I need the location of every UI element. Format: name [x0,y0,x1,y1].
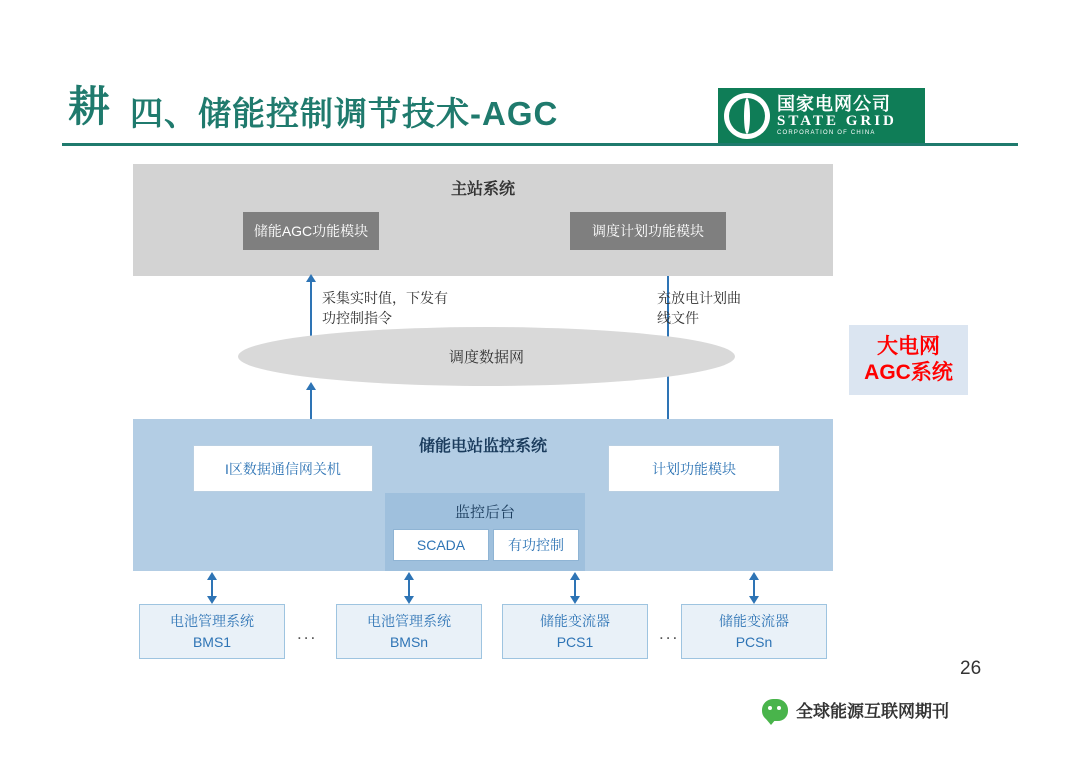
station-monitoring-zone [133,419,833,571]
state-grid-logo [718,88,925,143]
device-pcs1 [502,604,648,659]
flow-label-left [322,288,448,329]
device-bms1-line2: BMS1 [192,633,232,650]
arrow-down-device-3 [570,596,580,604]
state-grid-logo-text [777,95,897,136]
ellipsis-pcs: ... [659,624,680,643]
brand-glyph: 耕 [68,82,111,131]
ellipsis-bms: ... [297,624,318,643]
state-grid-subtitle: CORPORATION OF CHINA [777,129,876,136]
device-pcs1-line2: PCS1 [556,633,594,650]
page-title: 四、储能控制调节技术-AGC [130,95,559,132]
device-pcsn [681,604,827,659]
arrow-down-device-1 [207,596,217,604]
arrow-up-gateway [306,382,316,390]
arrow-down-device-2 [404,596,414,604]
callout-line1: 大电网 [877,334,940,358]
master-station-title: 主站系统 [450,181,515,198]
device-bms1 [139,604,285,659]
flow-label-right-line1: 充放电计划曲 [657,290,741,306]
device-bmsn [336,604,482,659]
flow-label-left-line2: 功控制指令 [322,310,392,327]
box-plan-module: 计划功能模块 [608,445,780,492]
chip-active-power-control: 有功控制 [493,529,579,561]
arrow-up-device-3 [570,572,580,580]
flow-label-right [657,288,741,329]
state-grid-name-en: STATE GRID [777,112,897,129]
box-data-gateway: I区数据通信网关机 [193,445,373,492]
arrow-down-device-4 [749,596,759,604]
state-grid-name-cn: 国家电网公司 [777,94,891,115]
monitoring-backstage-title: 监控后台 [454,504,515,521]
callout-line2: AGC系统 [864,361,953,384]
chip-scada: SCADA [393,529,489,561]
module-storage-agc: 储能AGC功能模块 [243,212,379,250]
page-number: 26 [960,658,982,679]
device-pcs1-line1: 储能变流器 [540,613,610,630]
device-bms1-line1: 电池管理系统 [170,613,254,630]
arrow-up-agc [306,274,316,282]
device-bmsn-line2: BMSn [389,633,429,650]
dispatch-data-network: 调度数据网 [238,327,735,386]
globe-icon [724,93,770,139]
module-dispatch-plan: 调度计划功能模块 [570,212,726,250]
device-bmsn-line1: 电池管理系统 [367,613,451,630]
wechat-icon [762,699,788,721]
header-divider [62,143,1018,146]
arrow-up-device-2 [404,572,414,580]
arrow-up-device-1 [207,572,217,580]
monitoring-backstage-panel [385,493,585,571]
callout-grid-agc [849,325,968,395]
flow-label-right-line2: 线文件 [657,310,699,327]
footer-text: 全球能源互联网期刊 [796,702,949,721]
arrow-up-device-4 [749,572,759,580]
flow-label-left-line1: 采集实时值，下发有 [322,290,448,306]
device-pcsn-line2: PCSn [735,633,773,650]
station-monitoring-title: 储能电站监控系统 [418,438,547,455]
master-station-zone [133,164,833,276]
footer-watermark [762,697,949,722]
device-pcsn-line1: 储能变流器 [719,613,789,630]
